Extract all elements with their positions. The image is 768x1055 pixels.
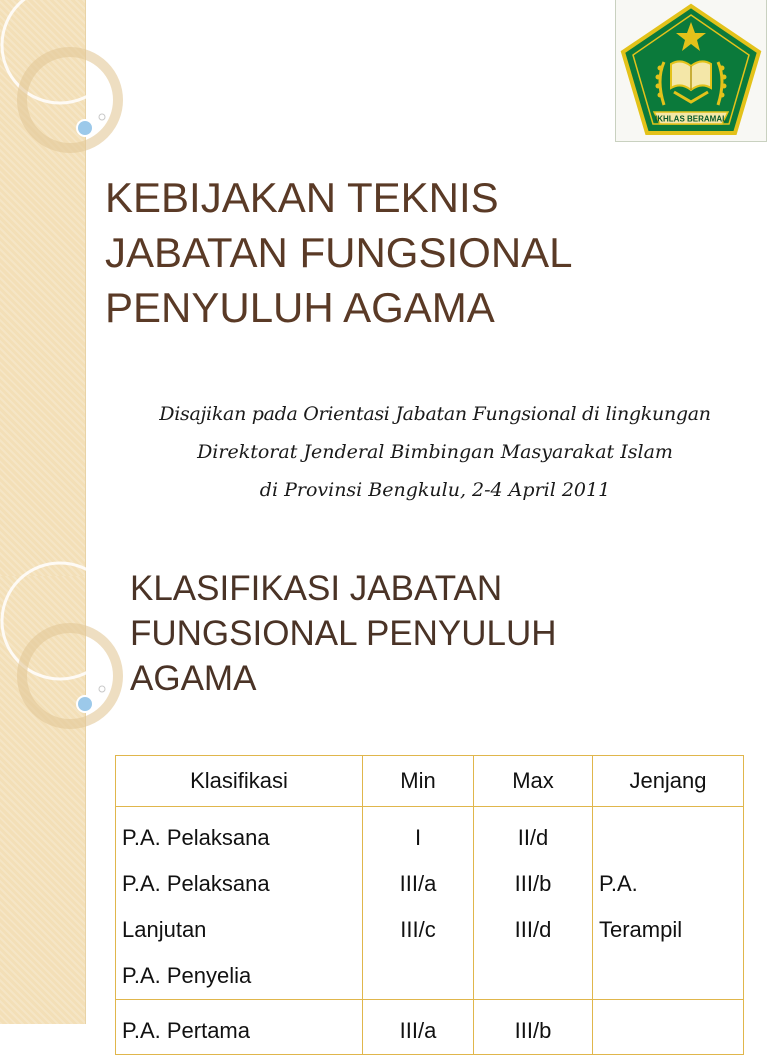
slide-classification [0, 569, 768, 1043]
cell-line: III/a [399, 871, 437, 896]
table-row [116, 807, 744, 1000]
cell-line: P.A. [599, 871, 638, 896]
cell-line: III/c [400, 917, 436, 942]
cell-line: P.A. Pertama [122, 1018, 250, 1043]
title-line: AGAMA [130, 659, 257, 698]
subtitle-line: Direktorat Jenderal Bimbingan Masyarakat Islam [197, 441, 673, 463]
cell-min [363, 807, 474, 1000]
slide-classification-heading [130, 566, 730, 701]
header-klasifikasi: Klasifikasi [116, 756, 363, 807]
cell-line: III/a [399, 1018, 437, 1043]
subtitle-line: di Provinsi Bengkulu, 2-4 April 2011 [259, 479, 611, 501]
cell-klasifikasi [116, 807, 363, 1000]
title-line: JABATAN FUNGSIONAL [105, 229, 573, 276]
cell-line: P.A. Pelaksana [122, 825, 270, 850]
logo-motto: IKHLAS BERAMAL [655, 114, 727, 124]
cell-line: III/b [514, 1018, 552, 1043]
cell-jenjang [593, 1000, 744, 1055]
cell-min [363, 1000, 474, 1055]
cell-line: III/d [514, 917, 552, 942]
table-row [116, 1000, 744, 1055]
header-max: Max [474, 756, 593, 807]
title-line: PENYULUH AGAMA [105, 284, 495, 331]
kemenag-logo [615, 0, 767, 142]
header-jenjang: Jenjang [593, 756, 744, 807]
cell-line: III/b [514, 871, 552, 896]
title-line: KEBIJAKAN TEKNIS [105, 174, 499, 221]
cell-klasifikasi [116, 1000, 363, 1055]
cell-max [474, 807, 593, 1000]
header-min: Min [363, 756, 474, 807]
cell-line: Lanjutan [122, 917, 207, 942]
slide-title-heading [105, 170, 745, 335]
cell-line: P.A. Penyelia [122, 963, 252, 988]
cell-line: I [414, 825, 422, 850]
kemenag-emblem-icon [616, 0, 766, 141]
title-line: FUNGSIONAL PENYULUH [130, 614, 557, 653]
classification-table [115, 755, 744, 1055]
presentation-subtitle [110, 395, 760, 509]
cell-jenjang [593, 807, 744, 1000]
cell-line: P.A. Pelaksana [122, 871, 270, 896]
cell-max [474, 1000, 593, 1055]
title-line: KLASIFIKASI JABATAN [130, 569, 503, 608]
subtitle-line: Disajikan pada Orientasi Jabatan Fungsional di lingkungan [159, 403, 711, 425]
cell-line: Terampil [599, 917, 683, 942]
cell-line: II/d [517, 825, 549, 850]
table-header-row [116, 756, 744, 807]
